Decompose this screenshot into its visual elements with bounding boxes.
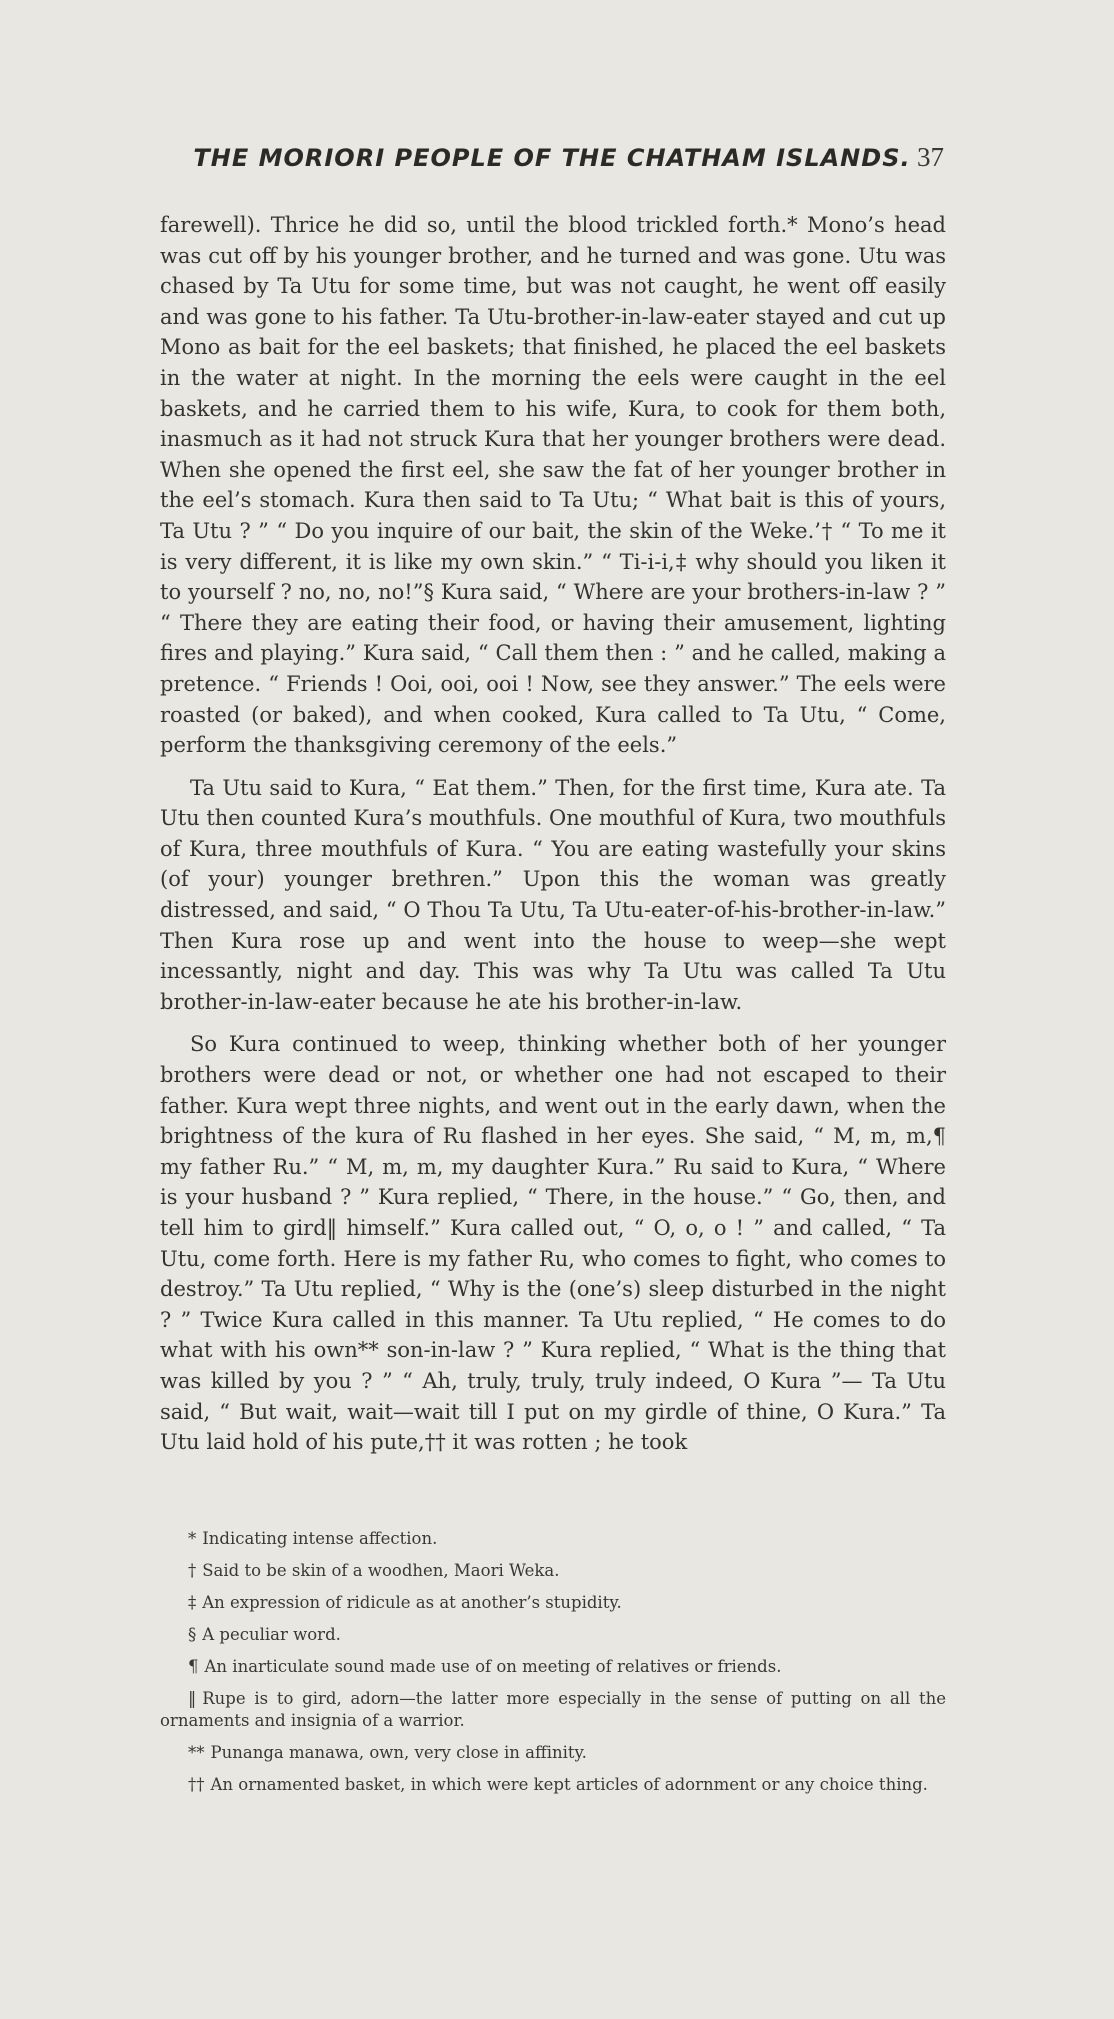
footnote-mark: ‖: [188, 1689, 197, 1708]
footnote: [160, 1688, 946, 1732]
footnote-text: An expression of ridicule as at another’s stupidity.: [202, 1593, 622, 1612]
paragraph-1: farewell). Thrice he did so, until the blood trickled forth.* Mono’s head was cut off by his younger brother, and he turned and was gone. Utu was chased by Ta Utu for some time, but was not caught, he went off easily and was gone to his father. Ta Utu-brother-in-law-eater stayed and cut up Mono as bait for the eel baskets; that finished, he placed the eel baskets in the water at night. In the morning the eels were caught in the eel baskets, and he carried them to his wife, Kura, to cook for them both, inasmuch as it had not struck Kura that her younger brothers were dead. When she opened the first eel, she saw the fat of her younger brother in the eel’s stomach. Kura then said to Ta Utu; “ What bait is this of yours, Ta Utu ? ” “ Do you inquire of our bait, the skin of the Weke.’† “ To me it is very different, it is like my own skin.” “ Ti-i-i,‡ why should you liken it to yourself ? no, no, no!”§ Kura said, “ Where are your brothers-in-law ? ” “ There they are eating their food, or having their amusement, lighting fires and playing.” Kura said, “ Call them then : ” and he called, making a pretence. “ Friends ! Ooi, ooi, ooi ! Now, see they answer.” The eels were roasted (or baked), and when cooked, Kura called to Ta Utu, “ Come, perform the thanksgiving ceremony of the eels.”: [160, 213, 946, 758]
footnote-text: Said to be skin of a woodhen, Maori Weka.: [202, 1561, 560, 1580]
footnote-text: A peculiar word.: [202, 1625, 341, 1644]
footnote: [160, 1742, 946, 1764]
footnote-text: Rupe is to gird, adorn—the latter more especially in the sense of putting on all the ornaments and insignia of a warrior.: [160, 1689, 946, 1730]
footnote-text: An ornamented basket, in which were kept articles of adornment or any choice thing.: [210, 1775, 928, 1794]
footnote-mark: §: [188, 1625, 197, 1644]
footnote-mark: †: [188, 1561, 197, 1580]
page-header: [160, 138, 944, 186]
footnote: [160, 1774, 946, 1796]
footnote-text: Punanga manawa, own, very close in affinity.: [210, 1743, 587, 1762]
footnote-mark: ‡: [188, 1593, 197, 1612]
body-text: [160, 210, 946, 1458]
footnote-mark: **: [188, 1743, 205, 1762]
footnote: [160, 1528, 946, 1550]
footnote-text: An inarticulate sound made use of on meeting of relatives or friends.: [204, 1657, 782, 1676]
footnote-mark: ¶: [188, 1657, 199, 1676]
footnote: [160, 1656, 946, 1678]
footnote-text: Indicating intense affection.: [202, 1529, 438, 1548]
running-title: THE MORIORI PEOPLE OF THE CHATHAM ISLANDS.: [193, 144, 911, 172]
paragraph-2: Ta Utu said to Kura, “ Eat them.” Then, for the first time, Kura ate. Ta Utu then counted Kura’s mouthfuls. One mouthful of Kura, two mouthfuls of Kura, three mouthfuls of Kura. “ You are eating wastefully your skins (of your) younger brethren.” Upon this the woman was greatly distressed, and said, “ O Thou Ta Utu, Ta Utu-eater-of-his-brother-in-law.” Then Kura rose up and went into the house to weep—she wept incessantly, night and day. This was why Ta Utu was called Ta Utu brother-in-law-eater because he ate his brother-in-law.: [160, 775, 946, 1014]
footnotes: [160, 1528, 946, 1806]
footnote: [160, 1592, 946, 1614]
paragraph-3: So Kura continued to weep, thinking whether both of her younger brothers were dead or not, or whether one had not escaped to their father. Kura wept three nights, and went out in the early dawn, when the brightness of the kura of Ru flashed in her eyes. She said, “ M, m, m,¶ my father Ru.” “ M, m, m, my daughter Kura.” Ru said to Kura, “ Where is your husband ? ” Kura replied, “ There, in the house.” “ Go, then, and tell him to gird‖ himself.” Kura called out, “ O, o, o ! ” and called, “ Ta Utu, come forth. Here is my father Ru, who comes to fight, who comes to destroy.” Ta Utu replied, “ Why is the (one’s) sleep disturbed in the night ? ” Twice Kura called in this manner. Ta Utu replied, “ He comes to do what with his own** son-in-law ? ” Kura replied, “ What is the thing that was killed by you ? ” “ Ah, truly, truly, truly indeed, O Kura ”— Ta Utu said, “ But wait, wait—wait till I put on my girdle of thine, O Kura.” Ta Utu laid hold of his pute,†† it was rotten ; he took: [160, 1032, 946, 1455]
footnote-mark: *: [188, 1529, 197, 1548]
footnote: [160, 1560, 946, 1582]
footnote: [160, 1624, 946, 1646]
footnote-mark: ††: [188, 1775, 205, 1794]
page-number: 37: [917, 142, 944, 172]
